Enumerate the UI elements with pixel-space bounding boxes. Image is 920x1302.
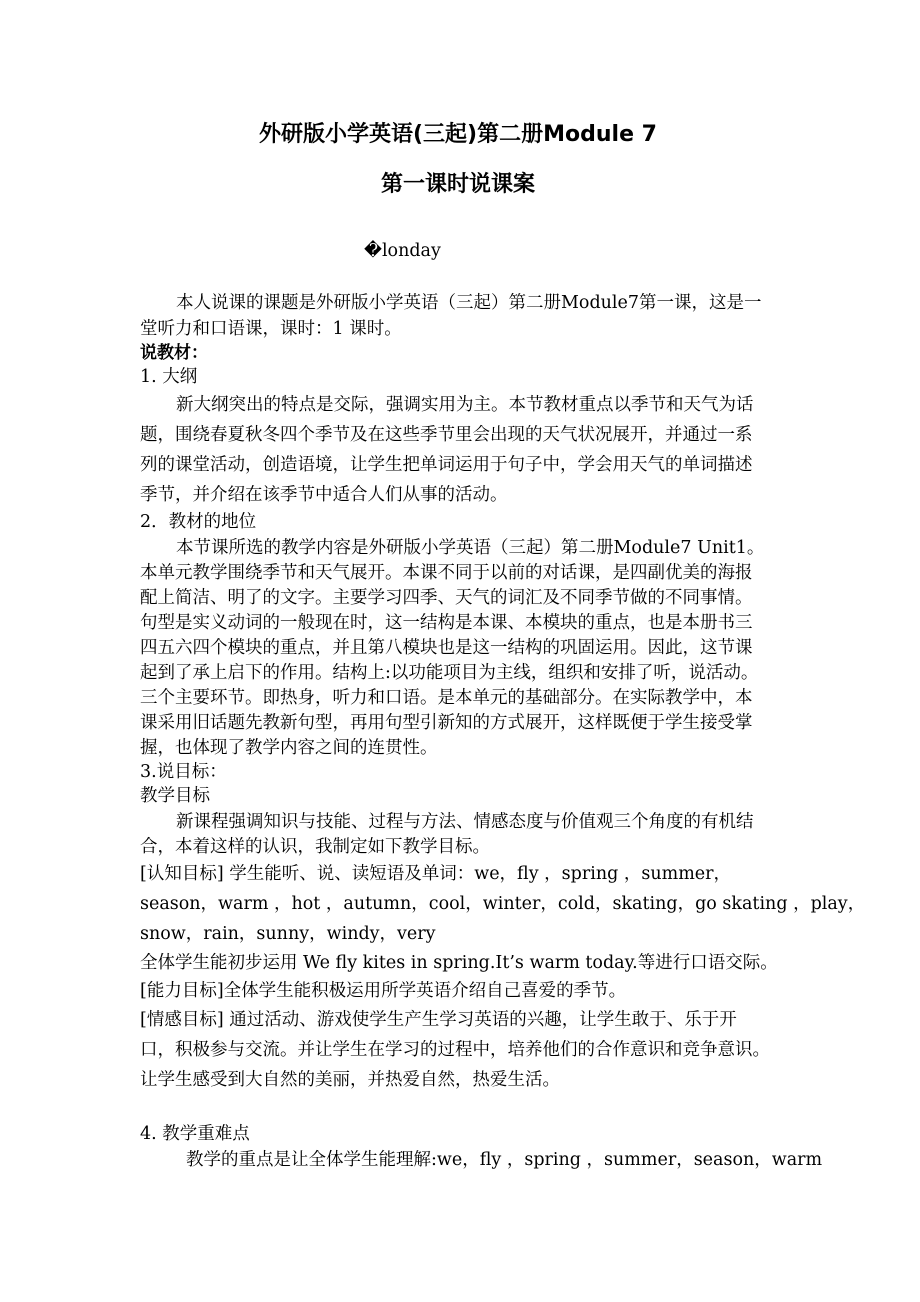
cognitive-goal-line-1: [认知目标] 学生能听、说、读短语及单词：we，fly ，spring ，summer， (140, 864, 732, 884)
ability-goal: [能力目标]全体学生能积极运用所学英语介绍自己喜爱的季节。 (140, 981, 627, 1001)
emotion-goal-line-3: 让学生感受到大自然的美丽，并热爱自然，热爱生活。 (140, 1070, 560, 1090)
section-1-title: 1. 大纲 (140, 367, 198, 387)
intro-line-2: 堂听力和口语课，课时：1 课时。 (140, 319, 402, 339)
section-4-title: 4. 教学重难点 (140, 1124, 250, 1144)
sec4-line-1: 教学的重点是让全体学生能理解:we，fly ，spring ，summer，season，warm (186, 1150, 823, 1170)
sec2-line-5: 四五六四个模块的重点，并且第八模块也是这一结构的巩固运用。因此，这节课 (140, 638, 753, 658)
sec2-line-2: 本单元教学围绕季节和天气展开。本课不同于以前的对话课，是四副优美的海报 (140, 563, 753, 583)
section-3-subtitle: 教学目标 (140, 786, 210, 806)
sec2-line-8: 课采用旧话题先教新句型，再用句型引新知的方式展开，这样既便于学生接受掌 (140, 713, 753, 733)
author-line: �londay (364, 241, 441, 261)
title-line-1: 外研版小学英语(三起)第二册Module 7 (259, 122, 657, 147)
sec1-line-1: 新大纲突出的特点是交际，强调实用为主。本节教材重点以季节和天气为话 (176, 395, 754, 415)
section-heading-material: 说教材： (140, 343, 208, 363)
sec1-line-3: 列的课堂活动，创造语境，让学生把单词运用于句子中，学会用天气的单词描述 (140, 455, 753, 475)
sec3-line-2: 合，本着这样的认识，我制定如下教学目标。 (140, 837, 490, 857)
section-3-title: 3.说目标： (140, 762, 227, 782)
sec3-line-1: 新课程强调知识与技能、过程与方法、情感态度与价值观三个角度的有机结 (176, 812, 754, 832)
sec2-line-6: 起到了承上启下的作用。结构上:以功能项目为主线，组织和安排了听，说活动。 (140, 663, 759, 683)
section-2-title: 2．教材的地位 (140, 512, 257, 532)
sec2-line-7: 三个主要环节。即热身，听力和口语。是本单元的基础部分。在实际教学中，本 (140, 688, 753, 708)
sec1-line-4: 季节，并介绍在该季节中适合人们从事的活动。 (140, 485, 508, 505)
title-line-2: 第一课时说课案 (381, 172, 536, 197)
emotion-goal-line-1: [情感目标] 通过活动、游戏使学生产生学习英语的兴趣，让学生敢于、乐于开 (140, 1010, 737, 1030)
sec2-line-4: 句型是实义动词的一般现在时，这一结构是本课、本模块的重点，也是本册书三 (140, 613, 753, 633)
intro-line-1: 本人说课的课题是外研版小学英语（三起）第二册Module7第一课，这是一 (176, 293, 762, 313)
cognitive-goal-line-2: season，warm ，hot ，autumn，cool，winter，cold，skating，go skating ，play， (140, 894, 866, 914)
sec2-line-9: 握，也体现了教学内容之间的连贯性。 (140, 738, 438, 758)
cognitive-goal-line-4: 全体学生能初步运用 We fly kites in spring.It’s warm today.等进行口语交际。 (140, 953, 778, 973)
emotion-goal-line-2: 口，积极参与交流。并让学生在学习的过程中，培养他们的合作意识和竞争意识。 (140, 1040, 770, 1060)
sec2-line-3: 配上简洁、明了的文字。主要学习四季、天气的词汇及不同季节做的不同事情。 (140, 588, 753, 608)
cognitive-goal-line-3: snow，rain，sunny，windy，very (140, 924, 436, 944)
sec2-line-1: 本节课所选的教学内容是外研版小学英语（三起）第二册Module7 Unit1。 (176, 538, 765, 558)
sec1-line-2: 题，围绕春夏秋冬四个季节及在这些季节里会出现的天气状况展开，并通过一系 (140, 425, 753, 445)
